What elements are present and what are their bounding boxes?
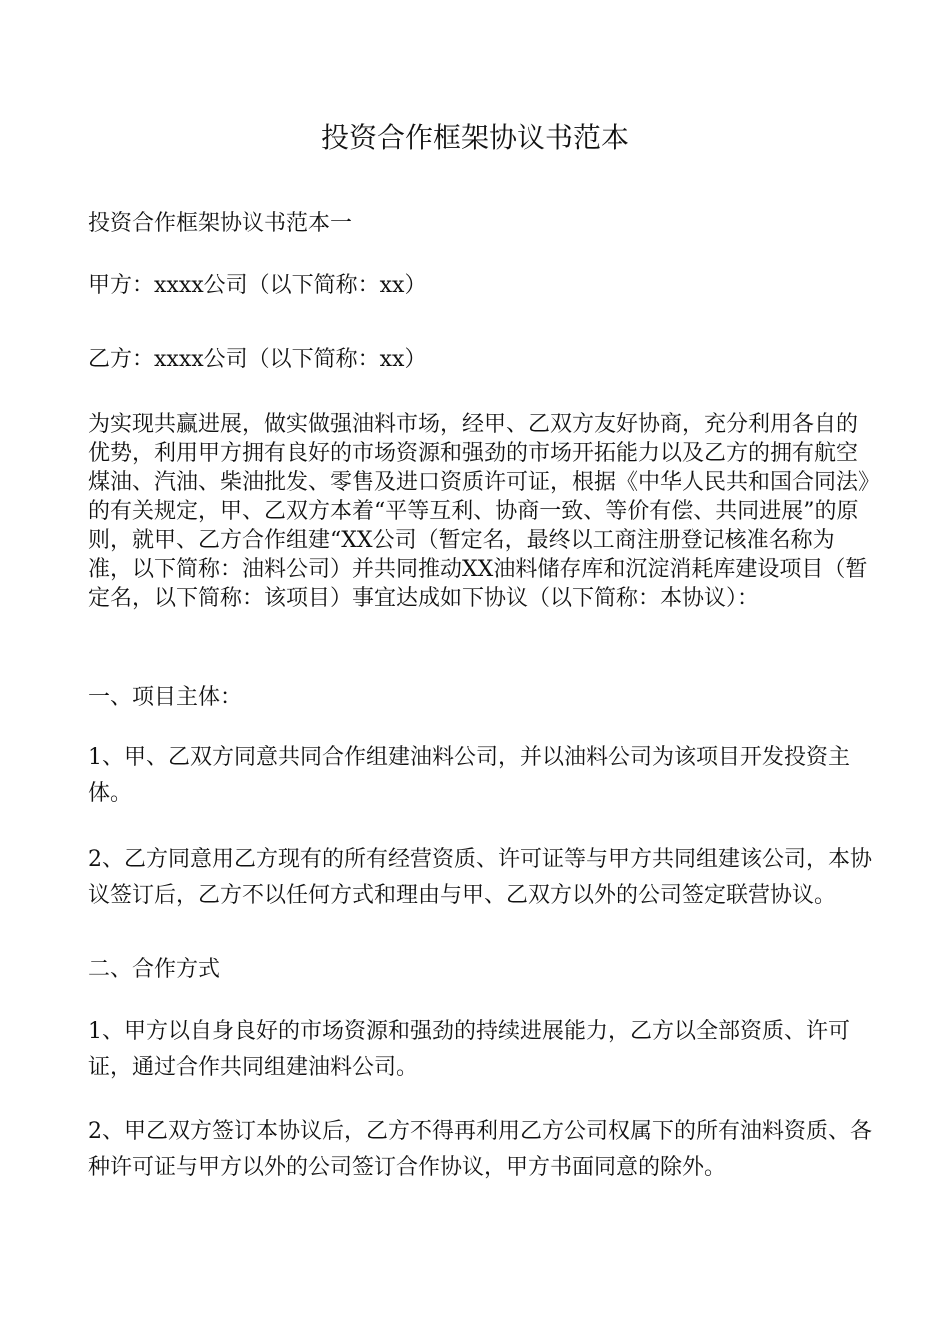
party-b-paragraph: 乙方：xxxx公司（以下简称：xx）	[88, 347, 427, 372]
section-heading-cooperation: 二、合作方式	[88, 957, 221, 982]
party-a-paragraph: 甲方：xxxx公司（以下简称：xx）	[88, 273, 427, 298]
subtitle-paragraph: 投资合作框架协议书范本一	[88, 211, 353, 236]
section-heading-project-subject: 一、项目主体：	[88, 685, 243, 710]
clause-1-1-paragraph: 1、甲、乙双方同意共同合作组建油料公司，并以油料公司为该项目开发投资主体。	[88, 745, 850, 806]
preamble-paragraph: 为实现共赢进展，做实做强油料市场，经甲、乙双方友好协商，充分利用各自的优势，利用甲方拥有良好的市场资源和强劲的市场开拓能力以及乙方的拥有航空煤油、汽油、柴油批发、零售及进口资质许可证，根据《中华人民共和国合同法》的有关规定，甲、乙双方本着“平等互利、协商一致、等价有偿、共同进展”的原则，就甲、乙方合作组建“XX公司（暂定名，最终以工商注册登记核准名称为准，以下简称：油料公司）并共同推动XX油料储存库和沉淀消耗库建设项目（暂定名，以下简称：该项目）事宜达成如下协议（以下简称：本协议）：	[88, 412, 870, 611]
document-title: 投资合作框架协议书范本	[320, 121, 629, 154]
clause-2-1-paragraph: 1、甲方以自身良好的市场资源和强劲的持续进展能力，乙方以全部资质、许可证，通过合作共同组建油料公司。	[88, 1019, 850, 1080]
clause-2-2-paragraph: 2、甲乙双方签订本协议后，乙方不得再利用乙方公司权属下的所有油料资质、各种许可证与甲方以外的公司签订合作协议，甲方书面同意的除外。	[88, 1119, 872, 1180]
clause-1-2-paragraph: 2、乙方同意用乙方现有的所有经营资质、许可证等与甲方共同组建该公司，本协议签订后，乙方不以任何方式和理由与甲、乙双方以外的公司签定联营协议。	[88, 847, 872, 908]
